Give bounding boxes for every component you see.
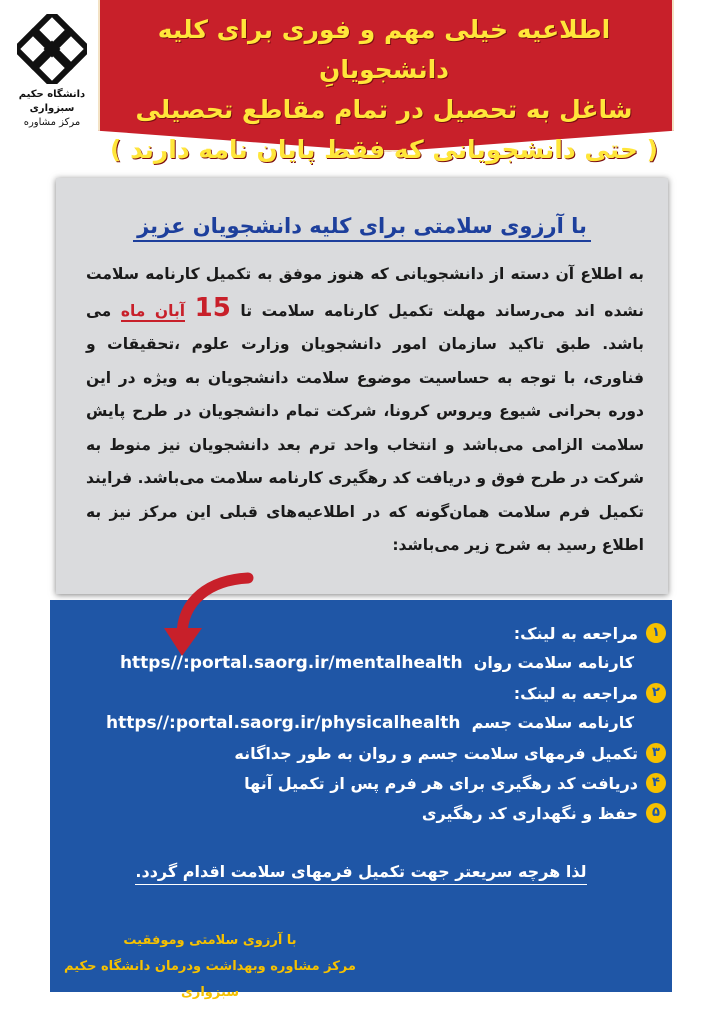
step-text-4: دریافت کد رهگیری برای هر فرم پس از تکمیل آنها [244, 773, 638, 793]
logo-university-name: دانشگاه حکیم سبزواری [18, 89, 86, 114]
step-1-link-row [60, 648, 666, 678]
step-number-4: ۴ [646, 773, 666, 793]
deadline-month: آبان ماه [120, 301, 186, 320]
step-number-2: ۲ [646, 683, 666, 703]
header-line-3: ( حتی دانشجویانی که فقط پایان نامه دارند ) [109, 135, 659, 164]
university-logo [6, 8, 98, 148]
step-1 [60, 618, 666, 648]
step-text-5: حفظ و نگهداری کد رهگیری [421, 803, 638, 823]
notice-paragraph-2: می باشد. طبق تاکید سازمان امور دانشجویان وزارت علوم ،تحقیقات و فناوری، با توجه به حساسیت موضوع سلامت دانشجویان به ویژه در این دوره بحرانی شیوع ویروس کرونا، شرکت تمام دانشجویان در طرح پایش سلامت الزامی می‌باشد و انتخاب واحد ترم بعد دانشجویان نیز منوط به شرکت در طرح فوق و دریافت کد رهگیری کارنامه سلامت می‌باشد. فرایند تکمیل فرم سلامت همان‌گونه که در اطلاعیه‌های قبلی این مرکز نیز به اطلاع رسید به شرح زیر می‌باشد: [86, 301, 644, 554]
notice-paragraph-1: به اطلاع آن دسته از دانشجویانی که هنوز موفق به تکمیل کارنامه سلامت نشده اند می‌رساند مهلت تکمیل کارنامه سلامت تا [86, 265, 644, 320]
step-number-3: ۳ [646, 743, 666, 763]
physical-health-label: کارنامه سلامت جسم [471, 713, 634, 732]
urge-note: لذا هرچه سریعتر جهت تکمیل فرمهای سلامت اقدام گردد. [60, 862, 662, 881]
signature-block [50, 928, 370, 1006]
step-5 [60, 798, 666, 828]
step-number-5: ۵ [646, 803, 666, 823]
step-text-2: مراجعه به لینک: [513, 683, 638, 703]
deadline-day: 15 [194, 292, 231, 323]
notice-title: با آرزوی سلامتی برای کلیه دانشجویان عزیز [56, 214, 668, 238]
knot-emblem-icon [17, 14, 87, 84]
notice-body [86, 258, 644, 563]
header-line-1: اطلاعیه خیلی مهم و فوری برای کلیه دانشجویانِ [157, 15, 611, 84]
mental-health-label: کارنامه سلامت روان [473, 653, 634, 672]
steps-list [60, 618, 666, 828]
step-4 [60, 768, 666, 798]
physical-health-link[interactable]: https//:portal.saorg.ir/physicalhealth [105, 713, 461, 733]
step-2-link-row [60, 708, 666, 738]
step-text-1: مراجعه به لینک: [513, 623, 638, 643]
logo-center-name: مرکز مشاوره [23, 117, 81, 128]
sender-name: مرکز مشاوره وبهداشت ودرمان دانشگاه حکیم سبزواری [64, 959, 356, 1000]
step-text-3: تکمیل فرمهای سلامت جسم و روان به طور جداگانه [234, 743, 638, 763]
step-3 [60, 738, 666, 768]
closing-wish: با آرزوی سلامتی وموفقیت [123, 933, 297, 948]
header-title [98, 10, 670, 170]
header-line-2: شاغل به تحصیل در تمام مقاطع تحصیلی [135, 95, 633, 124]
step-number-1: ۱ [646, 623, 666, 643]
step-2 [60, 678, 666, 708]
mental-health-link[interactable]: https//:portal.saorg.ir/mentalhealth [119, 653, 463, 673]
